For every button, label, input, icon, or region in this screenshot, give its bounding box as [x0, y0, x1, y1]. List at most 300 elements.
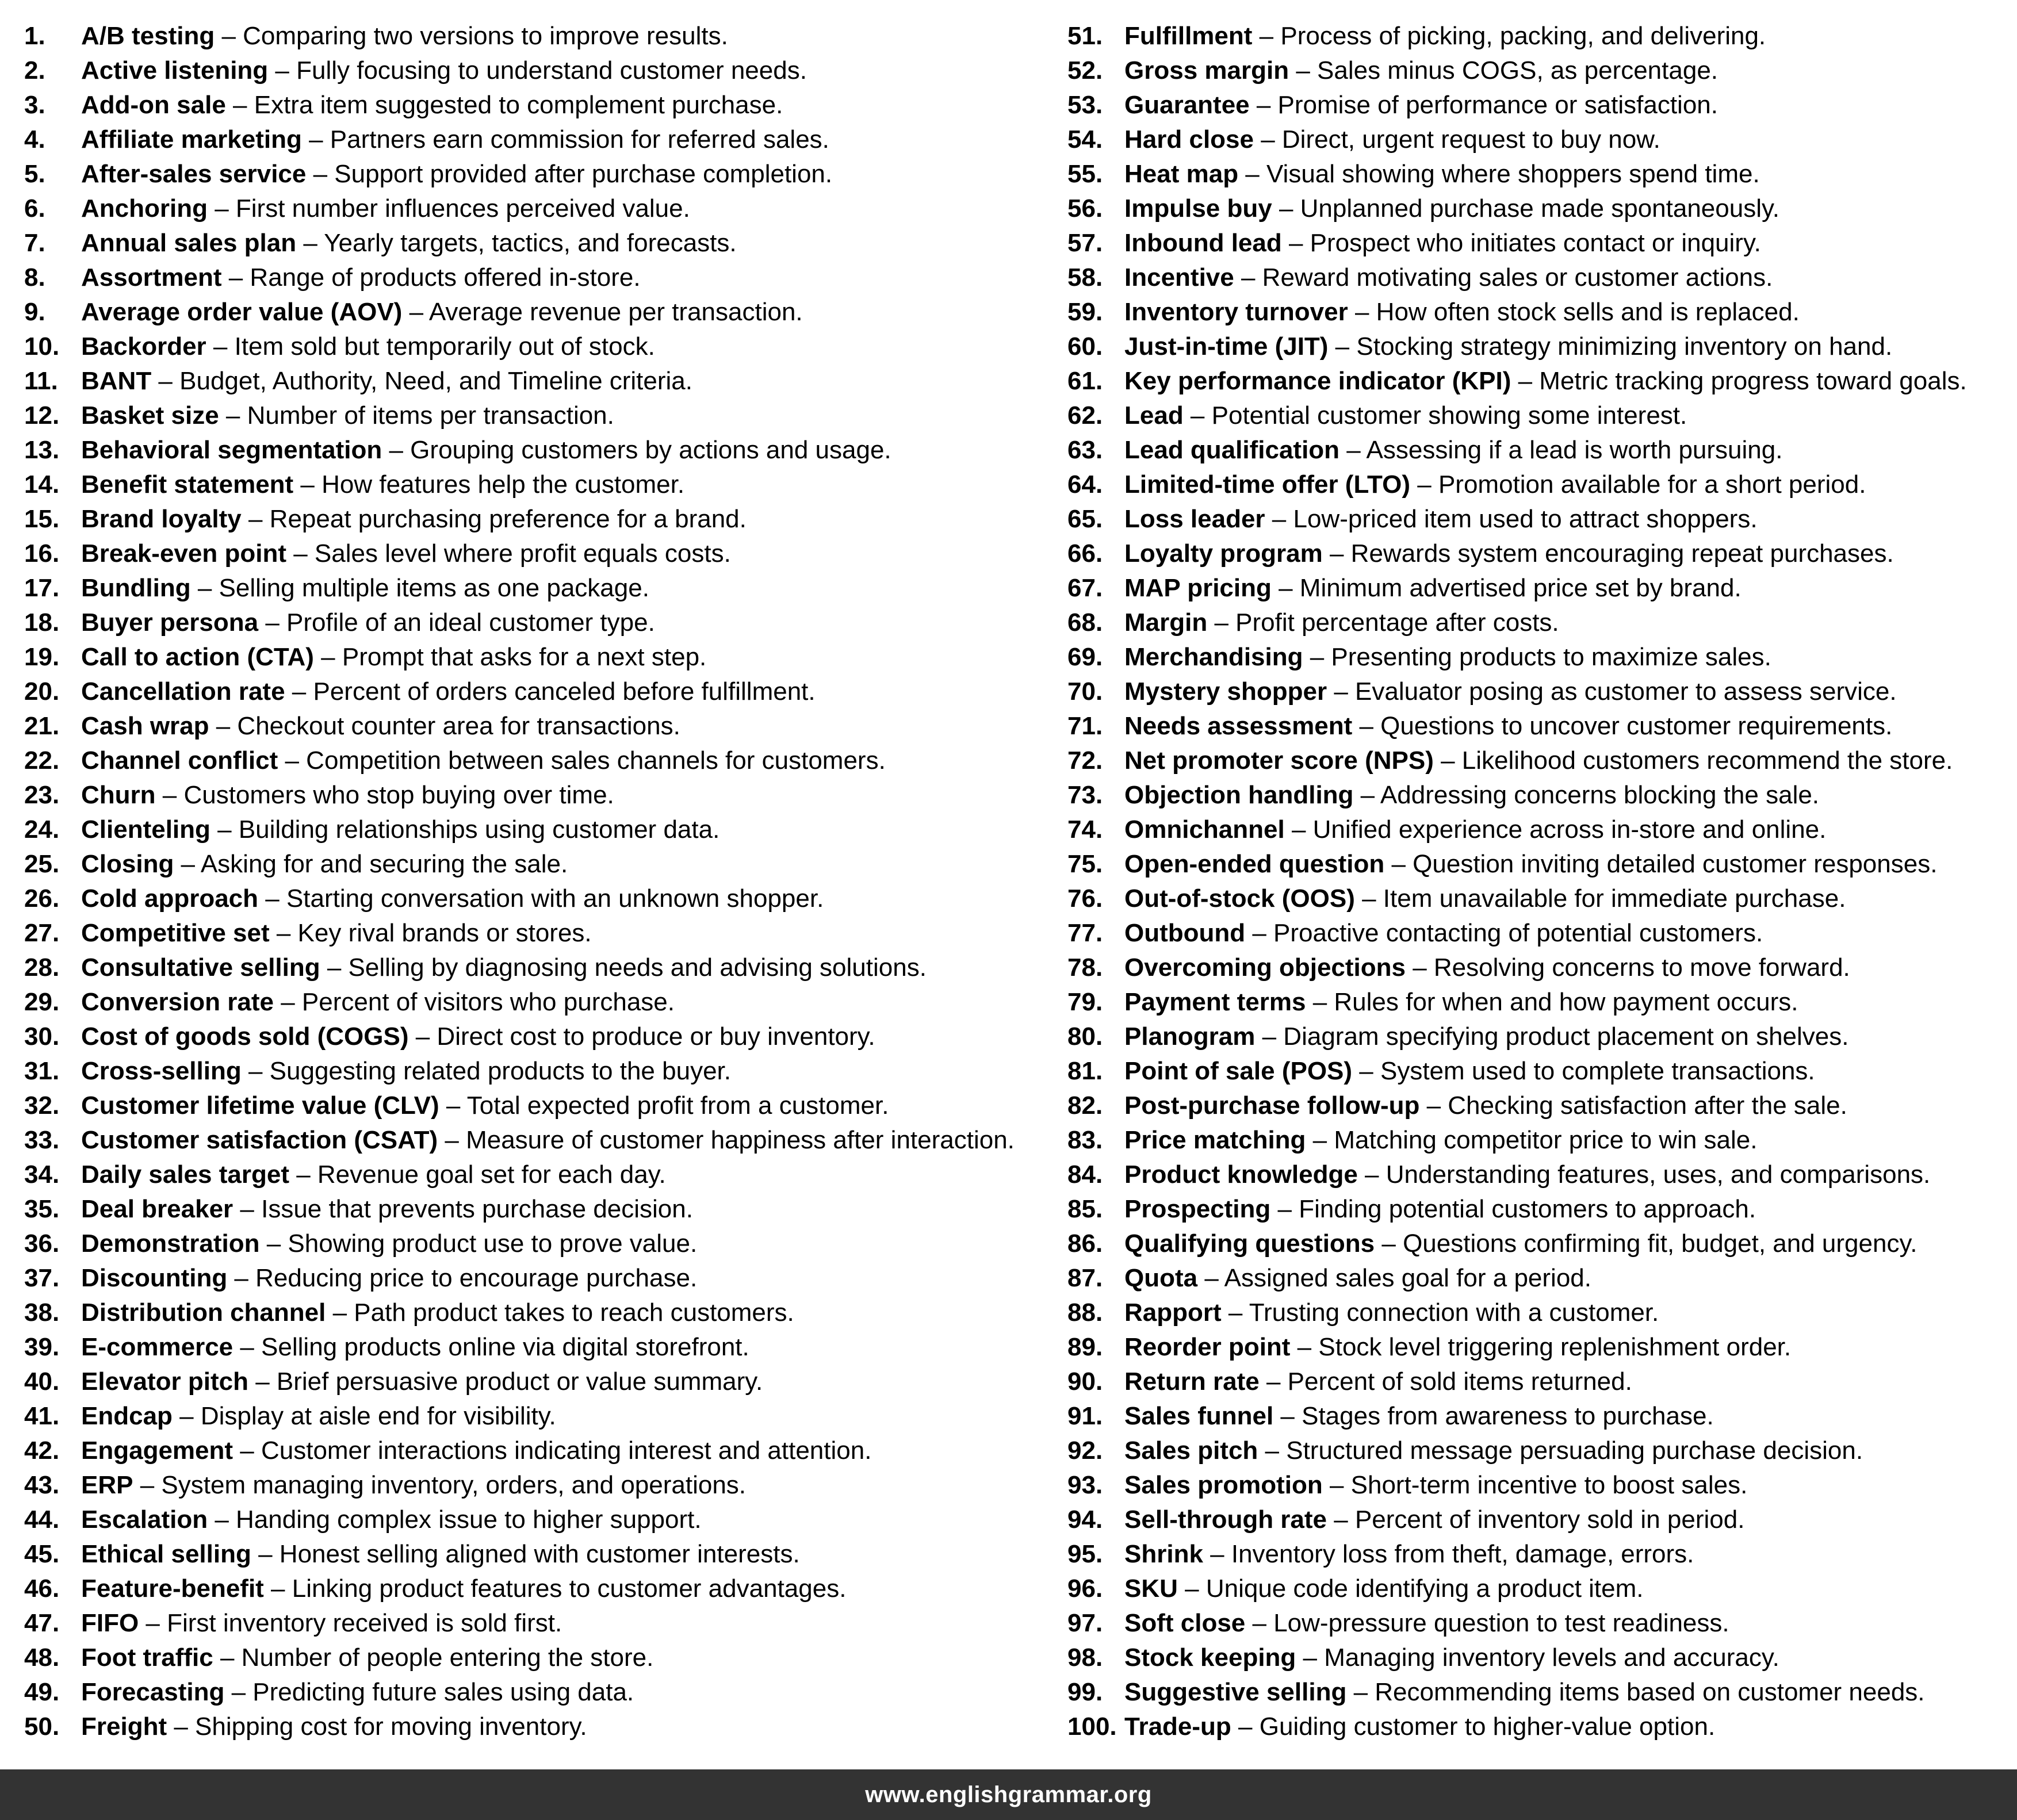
entry-number: 9.: [24, 298, 45, 326]
entry-definition: – Prospect who initiates contact or inquiry.: [1281, 229, 1761, 257]
entry-body: [1124, 1330, 1791, 1365]
entry-term: Omnichannel: [1124, 815, 1285, 844]
entry-term: Just-in-time (JIT): [1124, 332, 1329, 361]
glossary-entry: [1067, 571, 2005, 606]
entry-definition: – Resolving concerns to move forward.: [1405, 953, 1850, 982]
glossary-entry: [24, 916, 1036, 951]
entry-number: 51.: [1067, 22, 1103, 50]
entry-definition: – Direct cost to produce or buy inventory.: [408, 1022, 875, 1051]
glossary-entry: [24, 1710, 1036, 1744]
entry-number: 26.: [24, 884, 60, 913]
glossary-entry: [24, 537, 1036, 571]
entry-term: Cash wrap: [81, 712, 209, 740]
entry-number: 72.: [1067, 746, 1103, 775]
entry-term: A/B testing: [81, 22, 215, 50]
entry-body: [1124, 1503, 1744, 1537]
entry-body: [1124, 813, 1826, 847]
entry-body: [81, 1227, 697, 1261]
entry-term: Shrink: [1124, 1540, 1203, 1568]
glossary-entry: [24, 157, 1036, 191]
entry-definition: – Checking satisfaction after the sale.: [1419, 1091, 1847, 1120]
glossary-entry: [24, 1054, 1036, 1089]
entry-term: Guarantee: [1124, 91, 1250, 119]
entry-definition: – Asking for and securing the sale.: [174, 850, 568, 878]
entry-body: [81, 226, 737, 260]
entry-definition: – Revenue goal set for each day.: [289, 1160, 666, 1189]
entry-term: Return rate: [1124, 1367, 1260, 1396]
entry-number: 79.: [1067, 988, 1103, 1016]
entry-term: Objection handling: [1124, 781, 1354, 809]
entry-number: 73.: [1067, 781, 1103, 809]
entry-definition: – Recommending items based on customer needs.: [1346, 1678, 1925, 1706]
entry-term: Sell-through rate: [1124, 1505, 1327, 1534]
entry-term: Engagement: [81, 1436, 234, 1465]
entry-definition: – Questions confirming fit, budget, and urgency.: [1375, 1229, 1918, 1258]
entry-body: [1124, 1641, 1779, 1675]
entry-term: BANT: [81, 367, 152, 395]
entry-definition: – Finding potential customers to approach.: [1270, 1195, 1756, 1223]
entry-term: Hard close: [1124, 125, 1254, 154]
glossary-entry: [24, 1675, 1036, 1710]
entry-body: [81, 502, 747, 537]
entry-term: Cancellation rate: [81, 677, 285, 706]
entry-body: [81, 191, 690, 226]
entry-term: Conversion rate: [81, 988, 274, 1016]
entry-body: [81, 122, 829, 157]
glossary-entry: [24, 191, 1036, 226]
entry-term: Needs assessment: [1124, 712, 1353, 740]
entry-definition: – How often stock sells and is replaced.: [1348, 298, 1800, 326]
entry-definition: – Short-term incentive to boost sales.: [1322, 1471, 1748, 1499]
entry-term: Limited-time offer (LTO): [1124, 470, 1411, 499]
entry-term: After-sales service: [81, 160, 307, 188]
entry-term: Product knowledge: [1124, 1160, 1358, 1189]
entry-body: [81, 399, 614, 433]
entry-term: Soft close: [1124, 1609, 1246, 1637]
entry-body: [81, 1054, 731, 1089]
entry-number: 58.: [1067, 263, 1103, 292]
entry-body: [81, 468, 684, 502]
glossary-entry: [1067, 813, 2005, 847]
entry-term: Forecasting: [81, 1678, 225, 1706]
footer-bar: [0, 1769, 2017, 1820]
entry-body: [1124, 88, 1718, 122]
entry-number: 35.: [24, 1195, 60, 1223]
glossary-entry: [24, 1227, 1036, 1261]
entry-definition: – Suggesting related products to the buyer.: [241, 1057, 731, 1085]
entry-definition: – Path product takes to reach customers.: [326, 1298, 794, 1327]
glossary-column-left: [24, 19, 1036, 1744]
entry-term: Qualifying questions: [1124, 1229, 1375, 1258]
entry-number: 15.: [24, 505, 60, 533]
entry-definition: – Shipping cost for moving inventory.: [167, 1712, 587, 1741]
entry-definition: – Reward motivating sales or customer actions.: [1234, 263, 1773, 292]
entry-number: 14.: [24, 470, 60, 499]
entry-number: 12.: [24, 401, 60, 430]
entry-number: 83.: [1067, 1126, 1103, 1154]
entry-number: 67.: [1067, 574, 1103, 602]
entry-number: 37.: [24, 1264, 60, 1292]
entry-definition: – Sales level where profit equals costs.: [286, 539, 731, 568]
entry-term: Net promoter score (NPS): [1124, 746, 1434, 775]
entry-definition: – Percent of orders canceled before fulfillment.: [285, 677, 816, 706]
glossary-entry: [1067, 157, 2005, 191]
entry-body: [1124, 1089, 1847, 1123]
entry-number: 6.: [24, 194, 45, 223]
entry-definition: – Question inviting detailed customer responses.: [1384, 850, 1938, 878]
glossary-entry: [1067, 606, 2005, 640]
glossary-entry: [24, 19, 1036, 53]
entry-definition: – Percent of visitors who purchase.: [273, 988, 675, 1016]
glossary-entry: [24, 1503, 1036, 1537]
entry-number: 92.: [1067, 1436, 1103, 1465]
entry-number: 39.: [24, 1333, 60, 1361]
entry-body: [81, 1089, 889, 1123]
entry-definition: – Building relationships using customer data.: [210, 815, 720, 844]
entry-body: [81, 1020, 875, 1054]
entry-term: Average order value (AOV): [81, 298, 403, 326]
entry-body: [1124, 1192, 1756, 1227]
entry-body: [1124, 260, 1773, 295]
glossary-entry: [1067, 675, 2005, 709]
entry-body: [1124, 778, 1819, 813]
entry-term: Planogram: [1124, 1022, 1256, 1051]
entry-body: [1124, 295, 1800, 329]
entry-body: [81, 1710, 587, 1744]
glossary-entry: [24, 571, 1036, 606]
footer-url[interactable]: www.englishgrammar.org: [865, 1781, 1152, 1807]
entry-term: Basket size: [81, 401, 219, 430]
glossary-entry: [1067, 364, 2005, 399]
entry-body: [81, 882, 824, 916]
entry-definition: – Stock level triggering replenishment order.: [1290, 1333, 1792, 1361]
entry-number: 21.: [24, 712, 60, 740]
entry-definition: – Number of items per transaction.: [219, 401, 614, 430]
entry-number: 81.: [1067, 1057, 1103, 1085]
entry-term: Reorder point: [1124, 1333, 1291, 1361]
entry-body: [1124, 53, 1718, 88]
entry-term: Feature-benefit: [81, 1574, 264, 1603]
entry-definition: – Stages from awareness to purchase.: [1273, 1402, 1714, 1430]
entry-term: Trade-up: [1124, 1712, 1231, 1741]
entry-term: Cross-selling: [81, 1057, 242, 1085]
glossary-entry: [24, 53, 1036, 88]
glossary-entry: [1067, 1054, 2005, 1089]
glossary-entry: [1067, 433, 2005, 468]
glossary-entry: [24, 468, 1036, 502]
glossary-entry: [24, 778, 1036, 813]
entry-definition: – Comparing two versions to improve results.: [215, 22, 728, 50]
glossary-entry: [24, 606, 1036, 640]
glossary-entry: [1067, 1261, 2005, 1296]
entry-term: Customer lifetime value (CLV): [81, 1091, 439, 1120]
entry-body: [1124, 191, 1779, 226]
entry-term: Loyalty program: [1124, 539, 1323, 568]
entry-term: Distribution channel: [81, 1298, 326, 1327]
entry-definition: – First number influences perceived value.: [207, 194, 690, 223]
entry-definition: – Managing inventory levels and accuracy.: [1296, 1643, 1779, 1672]
entry-term: Discounting: [81, 1264, 228, 1292]
entry-term: Out-of-stock (OOS): [1124, 884, 1355, 913]
entry-term: E-commerce: [81, 1333, 234, 1361]
entry-number: 98.: [1067, 1643, 1103, 1672]
glossary-entry: [1067, 1227, 2005, 1261]
entry-body: [1124, 226, 1761, 260]
glossary-entry: [1067, 122, 2005, 157]
glossary-entry: [24, 1158, 1036, 1192]
glossary-entry: [24, 1399, 1036, 1434]
entry-definition: – Direct, urgent request to buy now.: [1253, 125, 1660, 154]
entry-body: [81, 1434, 871, 1468]
entry-number: 17.: [24, 574, 60, 602]
entry-body: [81, 1503, 702, 1537]
entry-term: Demonstration: [81, 1229, 260, 1258]
entry-number: 2.: [24, 56, 45, 85]
entry-definition: – Item sold but temporarily out of stock.: [206, 332, 655, 361]
entry-term: Margin: [1124, 608, 1208, 637]
glossary-entry: [1067, 951, 2005, 985]
glossary-entry: [1067, 882, 2005, 916]
entry-term: Impulse buy: [1124, 194, 1272, 223]
entry-number: 86.: [1067, 1229, 1103, 1258]
entry-term: Overcoming objections: [1124, 953, 1406, 982]
entry-number: 94.: [1067, 1505, 1103, 1534]
glossary-entry: [1067, 295, 2005, 329]
glossary-entry: [1067, 1537, 2005, 1572]
entry-number: 29.: [24, 988, 60, 1016]
entry-term: Sales pitch: [1124, 1436, 1258, 1465]
entry-body: [81, 1572, 846, 1606]
entry-body: [81, 606, 655, 640]
glossary-entry: [1067, 1365, 2005, 1399]
entry-definition: – Proactive contacting of potential customers.: [1245, 919, 1763, 947]
entry-definition: – Repeat purchasing preference for a brand.: [241, 505, 747, 533]
entry-definition: – Handing complex issue to higher support.: [208, 1505, 702, 1534]
entry-body: [81, 1192, 693, 1227]
entry-term: Closing: [81, 850, 174, 878]
entry-body: [1124, 433, 1782, 468]
entry-body: [81, 640, 706, 675]
entry-body: [81, 295, 803, 329]
entry-number: 90.: [1067, 1367, 1103, 1396]
entry-number: 47.: [24, 1609, 60, 1637]
glossary-entry: [1067, 88, 2005, 122]
entry-number: 70.: [1067, 677, 1103, 706]
glossary-entry: [1067, 53, 2005, 88]
glossary-entry: [1067, 778, 2005, 813]
entry-term: Behavioral segmentation: [81, 436, 382, 464]
glossary-entry: [1067, 1606, 2005, 1641]
entry-term: Call to action (CTA): [81, 643, 314, 671]
entry-term: Cost of goods sold (COGS): [81, 1022, 409, 1051]
entry-number: 74.: [1067, 815, 1103, 844]
entry-definition: – Inventory loss from theft, damage, errors.: [1203, 1540, 1694, 1568]
entry-term: Point of sale (POS): [1124, 1057, 1353, 1085]
entry-body: [81, 1606, 562, 1641]
glossary-entry: [24, 433, 1036, 468]
entry-body: [1124, 122, 1660, 157]
entry-term: Loss leader: [1124, 505, 1265, 533]
entry-body: [1124, 1399, 1714, 1434]
entry-definition: – Predicting future sales using data.: [224, 1678, 634, 1706]
entry-body: [1124, 537, 1894, 571]
glossary-entry: [1067, 1296, 2005, 1330]
entry-definition: – Promotion available for a short period.: [1410, 470, 1866, 499]
entry-number: 41.: [24, 1402, 60, 1430]
entry-body: [81, 157, 832, 191]
entry-definition: – Competition between sales channels for customers.: [278, 746, 886, 775]
entry-number: 53.: [1067, 91, 1103, 119]
entry-number: 50.: [24, 1712, 60, 1741]
entry-number: 78.: [1067, 953, 1103, 982]
glossary-entry: [24, 985, 1036, 1020]
entry-term: Clienteling: [81, 815, 210, 844]
entry-number: 27.: [24, 919, 60, 947]
entry-definition: – Promise of performance or satisfaction.: [1249, 91, 1718, 119]
entry-body: [81, 813, 719, 847]
entry-term: Anchoring: [81, 194, 208, 223]
entry-definition: – Showing product use to prove value.: [259, 1229, 698, 1258]
glossary-entry: [24, 1020, 1036, 1054]
entry-definition: – Sales minus COGS, as percentage.: [1289, 56, 1719, 85]
entry-body: [81, 1537, 800, 1572]
entry-definition: – Yearly targets, tactics, and forecasts.: [296, 229, 737, 257]
entry-number: 1.: [24, 22, 45, 50]
entry-definition: – Range of products offered in-store.: [221, 263, 641, 292]
entry-number: 82.: [1067, 1091, 1103, 1120]
entry-body: [81, 1675, 634, 1710]
entry-number: 61.: [1067, 367, 1103, 395]
entry-number: 8.: [24, 263, 45, 292]
entry-definition: – Guiding customer to higher-value option.: [1231, 1712, 1716, 1741]
glossary-entry: [24, 1192, 1036, 1227]
entry-definition: – How features help the customer.: [293, 470, 685, 499]
glossary-entry: [24, 847, 1036, 882]
entry-term: Sales funnel: [1124, 1402, 1274, 1430]
entry-number: 32.: [24, 1091, 60, 1120]
entry-number: 4.: [24, 125, 45, 154]
entry-body: [81, 537, 731, 571]
entry-number: 75.: [1067, 850, 1103, 878]
entry-body: [81, 709, 680, 744]
glossary-entry: [24, 502, 1036, 537]
entry-number: 46.: [24, 1574, 60, 1603]
entry-term: Buyer persona: [81, 608, 259, 637]
glossary-entry: [1067, 19, 2005, 53]
entry-number: 34.: [24, 1160, 60, 1189]
entry-term: Fulfillment: [1124, 22, 1253, 50]
entry-body: [81, 985, 675, 1020]
entry-number: 43.: [24, 1471, 60, 1499]
entry-term: Quota: [1124, 1264, 1198, 1292]
entry-number: 69.: [1067, 643, 1103, 671]
entry-definition: – Partners earn commission for referred sales.: [301, 125, 829, 154]
entry-number: 57.: [1067, 229, 1103, 257]
glossary-entry: [24, 399, 1036, 433]
entry-body: [1124, 1158, 1930, 1192]
entry-number: 76.: [1067, 884, 1103, 913]
entry-body: [1124, 157, 1760, 191]
glossary-entry: [1067, 1330, 2005, 1365]
entry-definition: – Profit percentage after costs.: [1207, 608, 1559, 637]
glossary-entry: [1067, 1675, 2005, 1710]
entry-term: Heat map: [1124, 160, 1239, 188]
glossary-entry: [24, 1296, 1036, 1330]
glossary-entry: [24, 295, 1036, 329]
entry-number: 16.: [24, 539, 60, 568]
entry-number: 10.: [24, 332, 60, 361]
entry-definition: – Likelihood customers recommend the store.: [1433, 746, 1953, 775]
entry-definition: – Checkout counter area for transactions.: [209, 712, 680, 740]
entry-number: 55.: [1067, 160, 1103, 188]
entry-definition: – Rewards system encouraging repeat purchases.: [1322, 539, 1894, 568]
entry-term: Outbound: [1124, 919, 1246, 947]
entry-body: [81, 1261, 697, 1296]
entry-body: [1124, 916, 1763, 951]
entry-body: [1124, 1606, 1729, 1641]
glossary-entry: [24, 88, 1036, 122]
entry-number: 96.: [1067, 1574, 1103, 1603]
entry-body: [81, 1399, 556, 1434]
entry-definition: – Average revenue per transaction.: [402, 298, 803, 326]
entry-term: Backorder: [81, 332, 206, 361]
entry-number: 87.: [1067, 1264, 1103, 1292]
entry-term: Consultative selling: [81, 953, 320, 982]
entry-body: [1124, 1261, 1591, 1296]
glossary-entry: [1067, 1192, 2005, 1227]
entry-body: [81, 847, 568, 882]
entry-body: [81, 778, 614, 813]
entry-term: Competitive set: [81, 919, 270, 947]
entry-body: [1124, 19, 1766, 53]
entry-number: 5.: [24, 160, 45, 188]
entry-definition: – Low-pressure question to test readiness.: [1245, 1609, 1729, 1637]
entry-term: Merchandising: [1124, 643, 1303, 671]
entry-body: [1124, 951, 1850, 985]
glossary-entry: [24, 260, 1036, 295]
entry-term: Cold approach: [81, 884, 259, 913]
entry-body: [81, 1365, 763, 1399]
glossary-entry: [1067, 1399, 2005, 1434]
glossary-entry: [1067, 329, 2005, 364]
glossary-entry: [1067, 709, 2005, 744]
entry-definition: – Assessing if a lead is worth pursuing.: [1339, 436, 1783, 464]
entry-body: [81, 88, 783, 122]
entry-body: [81, 1468, 746, 1503]
entry-body: [1124, 1710, 1715, 1744]
entry-definition: – Unplanned purchase made spontaneously.: [1272, 194, 1779, 223]
entry-definition: – Unified experience across in-store and online.: [1284, 815, 1827, 844]
entry-term: Endcap: [81, 1402, 173, 1430]
entry-term: Gross margin: [1124, 56, 1289, 85]
entry-number: 91.: [1067, 1402, 1103, 1430]
entry-body: [1124, 571, 1742, 606]
entry-definition: – Percent of sold items returned.: [1259, 1367, 1632, 1396]
entry-term: Benefit statement: [81, 470, 294, 499]
entry-body: [1124, 1675, 1925, 1710]
glossary-entry: [1067, 1468, 2005, 1503]
entry-body: [1124, 1537, 1694, 1572]
glossary-entry: [24, 1330, 1036, 1365]
entry-definition: – System used to complete transactions.: [1352, 1057, 1815, 1085]
entry-body: [1124, 985, 1798, 1020]
glossary-entry: [1067, 1158, 2005, 1192]
entry-body: [1124, 1434, 1863, 1468]
entry-definition: – Item unavailable for immediate purchase.: [1354, 884, 1846, 913]
entry-body: [81, 433, 891, 468]
entry-definition: – Evaluator posing as customer to assess service.: [1327, 677, 1897, 706]
entry-term: Freight: [81, 1712, 167, 1741]
